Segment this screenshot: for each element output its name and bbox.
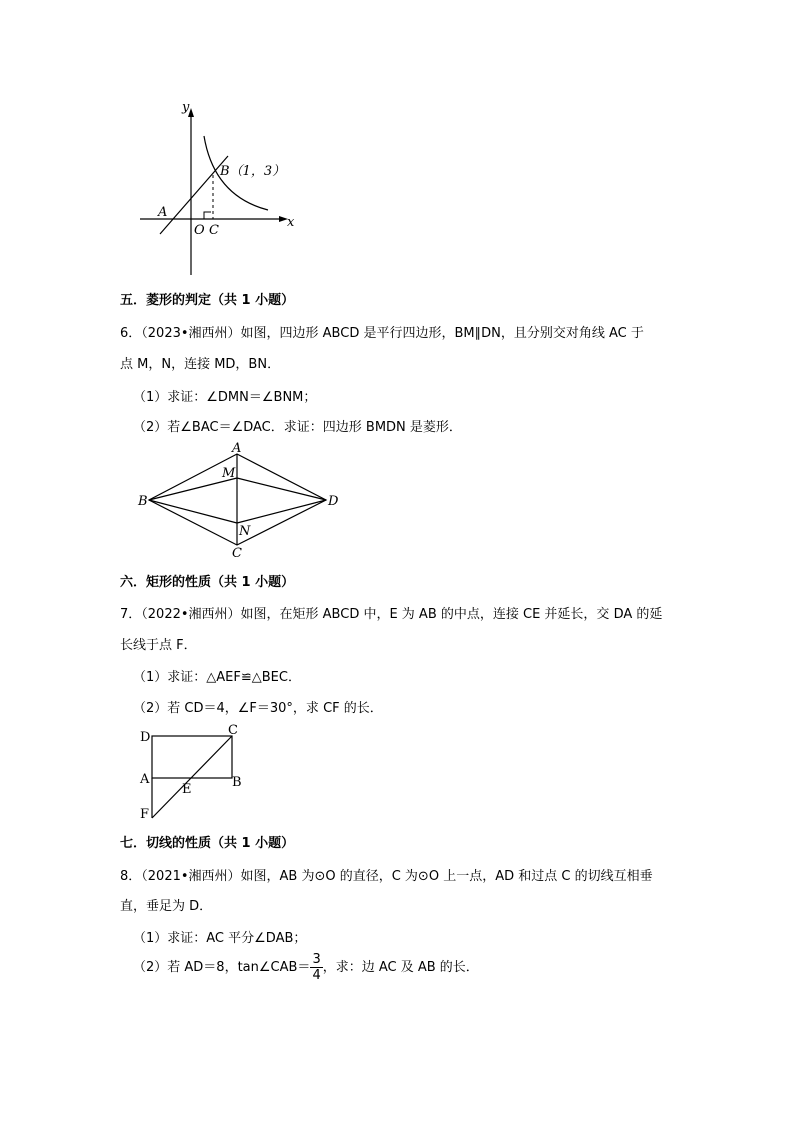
point-e-label: E <box>182 782 192 797</box>
question-6-line-2: 点 M，N，连接 MD，BN． <box>120 357 281 372</box>
question-7-part-1: （1）求证：△AEF≌△BEC． <box>133 670 301 685</box>
question-7-line-2: 长线于点 F． <box>120 638 197 653</box>
question-8-part-2-prefix: （2）若 AD＝8，tan∠CAB＝ <box>133 960 311 975</box>
point-c-label: C <box>209 223 219 238</box>
vertex-b-label: B <box>232 775 242 790</box>
fraction-three-quarters <box>310 952 322 983</box>
question-8-line-2: 直，垂足为 D． <box>120 899 213 914</box>
section-title-rectangle: 六．矩形的性质（共 1 小题） <box>120 575 295 590</box>
question-6-part-1: （1）求证：∠DMN＝∠BNM； <box>133 390 317 405</box>
question-6-line-1: 6．（2023•湘西州）如图，四边形 ABCD 是平行四边形，BM∥DN，且分别交对角线 AC 于 <box>120 326 644 341</box>
origin-label: O <box>194 223 205 238</box>
point-m-label: M <box>222 466 236 481</box>
question-7-part-2: （2）若 CD＝4，∠F＝30°，求 CF 的长． <box>133 701 383 716</box>
point-n-label: N <box>239 524 251 539</box>
vertex-c-label: C <box>228 723 238 738</box>
question-6-part-2: （2）若∠BAC＝∠DAC．求证：四边形 BMDN 是菱形． <box>133 420 462 435</box>
section-title-tangent: 七．切线的性质（共 1 小题） <box>120 836 295 851</box>
vertex-a-label: A <box>232 441 242 456</box>
question-7-line-1: 7．（2022•湘西州）如图，在矩形 ABCD 中，E 为 AB 的中点，连接 CE 并延长，交 DA 的延 <box>120 607 663 622</box>
y-axis-label: y <box>182 100 190 115</box>
vertex-c-label: C <box>232 546 242 561</box>
vertex-d-label: D <box>328 494 339 509</box>
question-8-line-1: 8．（2021•湘西州）如图，AB 为⊙O 的直径，C 为⊙O 上一点，AD 和过点 C 的切线互相垂 <box>120 869 653 884</box>
x-axis-label: x <box>287 215 295 230</box>
point-f-label: F <box>140 807 150 822</box>
point-b-label: B（1，3） <box>220 164 286 179</box>
fraction-denominator: 4 <box>312 968 321 983</box>
vertex-d-label: D <box>140 730 151 745</box>
point-a-label: A <box>158 205 168 220</box>
vertex-b-label: B <box>138 494 148 509</box>
question-8-part-2-suffix: ，求：边 AC 及 AB 的长． <box>322 960 479 975</box>
section-title-rhombus: 五．菱形的判定（共 1 小题） <box>120 293 295 308</box>
fraction-numerator: 3 <box>312 952 321 967</box>
vertex-a-label: A <box>140 772 150 787</box>
question-8-part-1: （1）求证：AC 平分∠DAB； <box>133 931 307 946</box>
question-8-part-2 <box>133 952 479 983</box>
